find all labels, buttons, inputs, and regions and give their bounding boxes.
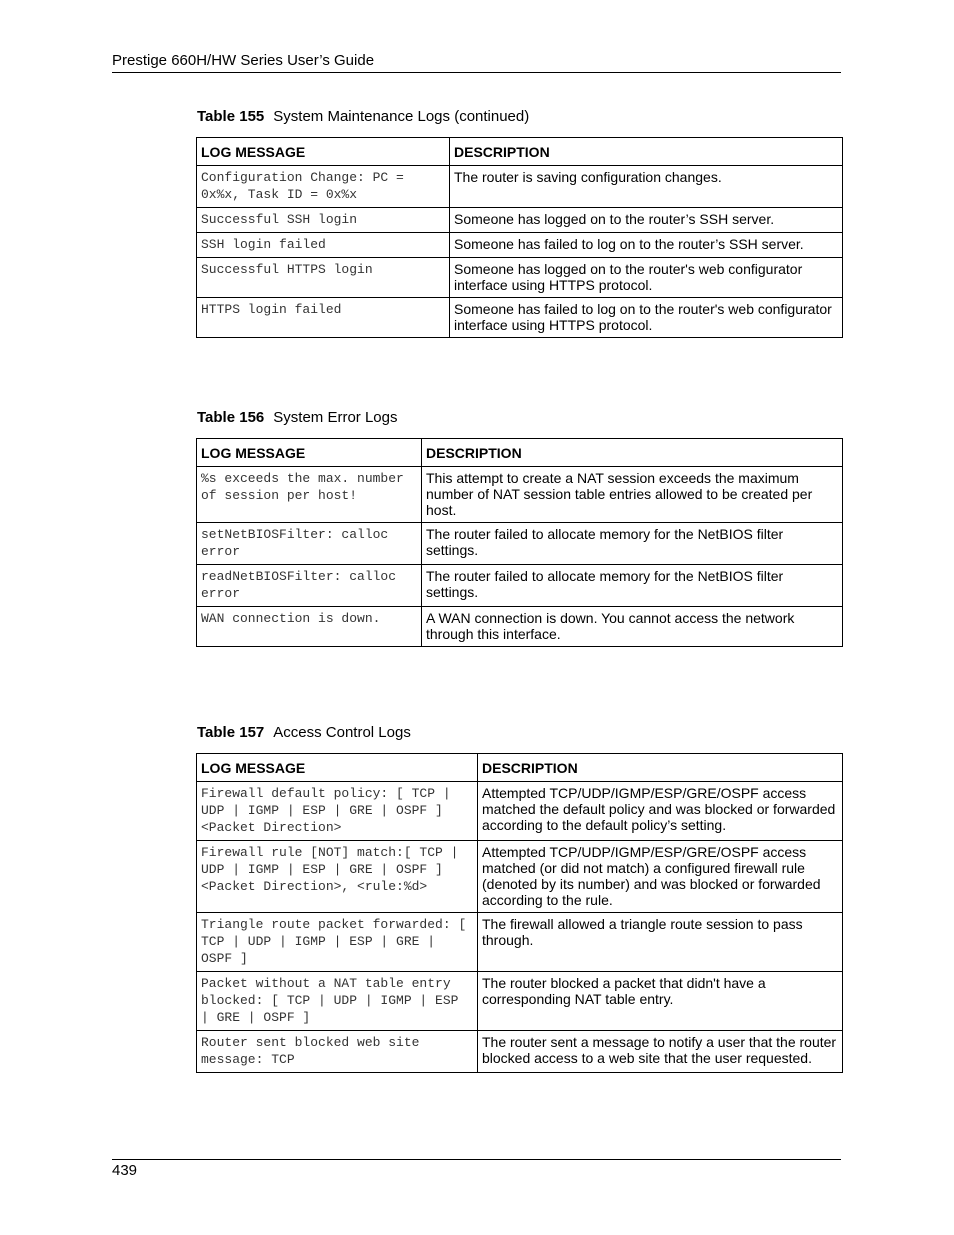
table-title: System Error Logs: [273, 409, 398, 426]
table-157: [196, 753, 843, 1073]
table-row: [197, 208, 843, 233]
column-header-description: DESCRIPTION: [450, 138, 843, 166]
table-row: [197, 298, 843, 338]
table-155: [196, 137, 843, 338]
table-155-caption: [197, 108, 529, 126]
table-header-row: [197, 754, 843, 782]
table-156: [196, 438, 843, 647]
description-cell: Attempted TCP/UDP/IGMP/ESP/GRE/OSPF access matched the default policy and was blocked or forwarded according to the default policy’s setting.: [478, 782, 843, 841]
log-message-cell: Successful SSH login: [197, 208, 450, 233]
page-footer: [112, 1159, 841, 1180]
page-header: [112, 52, 841, 73]
description-cell: The router failed to allocate memory for the NetBIOS filter settings.: [422, 565, 843, 607]
column-header-log-message: LOG MESSAGE: [197, 138, 450, 166]
table-157-caption: [197, 724, 411, 742]
description-cell: The router failed to allocate memory for the NetBIOS filter settings.: [422, 523, 843, 565]
description-cell: Someone has logged on to the router’s SSH server.: [450, 208, 843, 233]
log-message-cell: Packet without a NAT table entry blocked: [ TCP | UDP | IGMP | ESP | GRE | OSPF ]: [197, 972, 478, 1031]
table-row: [197, 467, 843, 523]
table-header-row: [197, 138, 843, 166]
description-cell: Someone has failed to log on to the router's web configurator interface using HTTPS protocol.: [450, 298, 843, 338]
table-row: [197, 233, 843, 258]
page-number: 439: [112, 1162, 138, 1179]
log-message-cell: %s exceeds the max. number of session per host!: [197, 467, 422, 523]
table-title: System Maintenance Logs (continued): [273, 108, 530, 125]
description-cell: Someone has logged on to the router's web configurator interface using HTTPS protocol.: [450, 258, 843, 298]
table-156-caption: [197, 409, 397, 427]
log-message-cell: Router sent blocked web site message: TCP: [197, 1031, 478, 1073]
log-message-cell: Triangle route packet forwarded: [ TCP | UDP | IGMP | ESP | GRE | OSPF ]: [197, 913, 478, 972]
table-row: [197, 782, 843, 841]
column-header-description: DESCRIPTION: [422, 439, 843, 467]
description-cell: The router is saving configuration changes.: [450, 166, 843, 208]
table-number: Table 156: [197, 409, 265, 426]
guide-title: Prestige 660H/HW Series User’s Guide: [112, 52, 375, 69]
table-row: [197, 1031, 843, 1073]
description-cell: Someone has failed to log on to the router’s SSH server.: [450, 233, 843, 258]
log-message-cell: WAN connection is down.: [197, 607, 422, 647]
description-cell: Attempted TCP/UDP/IGMP/ESP/GRE/OSPF access matched (or did not match) a configured firewall rule (denoted by its number) and was blocked or forwarded according to the rule.: [478, 841, 843, 913]
log-message-cell: Configuration Change: PC = 0x%x, Task ID = 0x%x: [197, 166, 450, 208]
table-row: [197, 565, 843, 607]
log-message-cell: Firewall rule [NOT] match:[ TCP | UDP | IGMP | ESP | GRE | OSPF ] <Packet Direction>, <rule:%d>: [197, 841, 478, 913]
table-row: [197, 841, 843, 913]
table-number: Table 155: [197, 108, 265, 125]
column-header-log-message: LOG MESSAGE: [197, 754, 478, 782]
table-row: [197, 166, 843, 208]
description-cell: The router sent a message to notify a user that the router blocked access to a web site that the user requested.: [478, 1031, 843, 1073]
description-cell: The firewall allowed a triangle route session to pass through.: [478, 913, 843, 972]
table-row: [197, 607, 843, 647]
log-message-cell: Firewall default policy: [ TCP | UDP | IGMP | ESP | GRE | OSPF ] <Packet Direction>: [197, 782, 478, 841]
log-message-cell: setNetBIOSFilter: calloc error: [197, 523, 422, 565]
description-cell: The router blocked a packet that didn't have a corresponding NAT table entry.: [478, 972, 843, 1031]
log-message-cell: Successful HTTPS login: [197, 258, 450, 298]
log-message-cell: SSH login failed: [197, 233, 450, 258]
table-row: [197, 523, 843, 565]
table-number: Table 157: [197, 724, 265, 741]
log-message-cell: readNetBIOSFilter: calloc error: [197, 565, 422, 607]
column-header-log-message: LOG MESSAGE: [197, 439, 422, 467]
log-message-cell: HTTPS login failed: [197, 298, 450, 338]
column-header-description: DESCRIPTION: [478, 754, 843, 782]
description-cell: This attempt to create a NAT session exceeds the maximum number of NAT session table entries allowed to be created per host.: [422, 467, 843, 523]
description-cell: A WAN connection is down. You cannot access the network through this interface.: [422, 607, 843, 647]
table-row: [197, 913, 843, 972]
table-row: [197, 258, 843, 298]
table-header-row: [197, 439, 843, 467]
table-row: [197, 972, 843, 1031]
table-title: Access Control Logs: [273, 724, 411, 741]
